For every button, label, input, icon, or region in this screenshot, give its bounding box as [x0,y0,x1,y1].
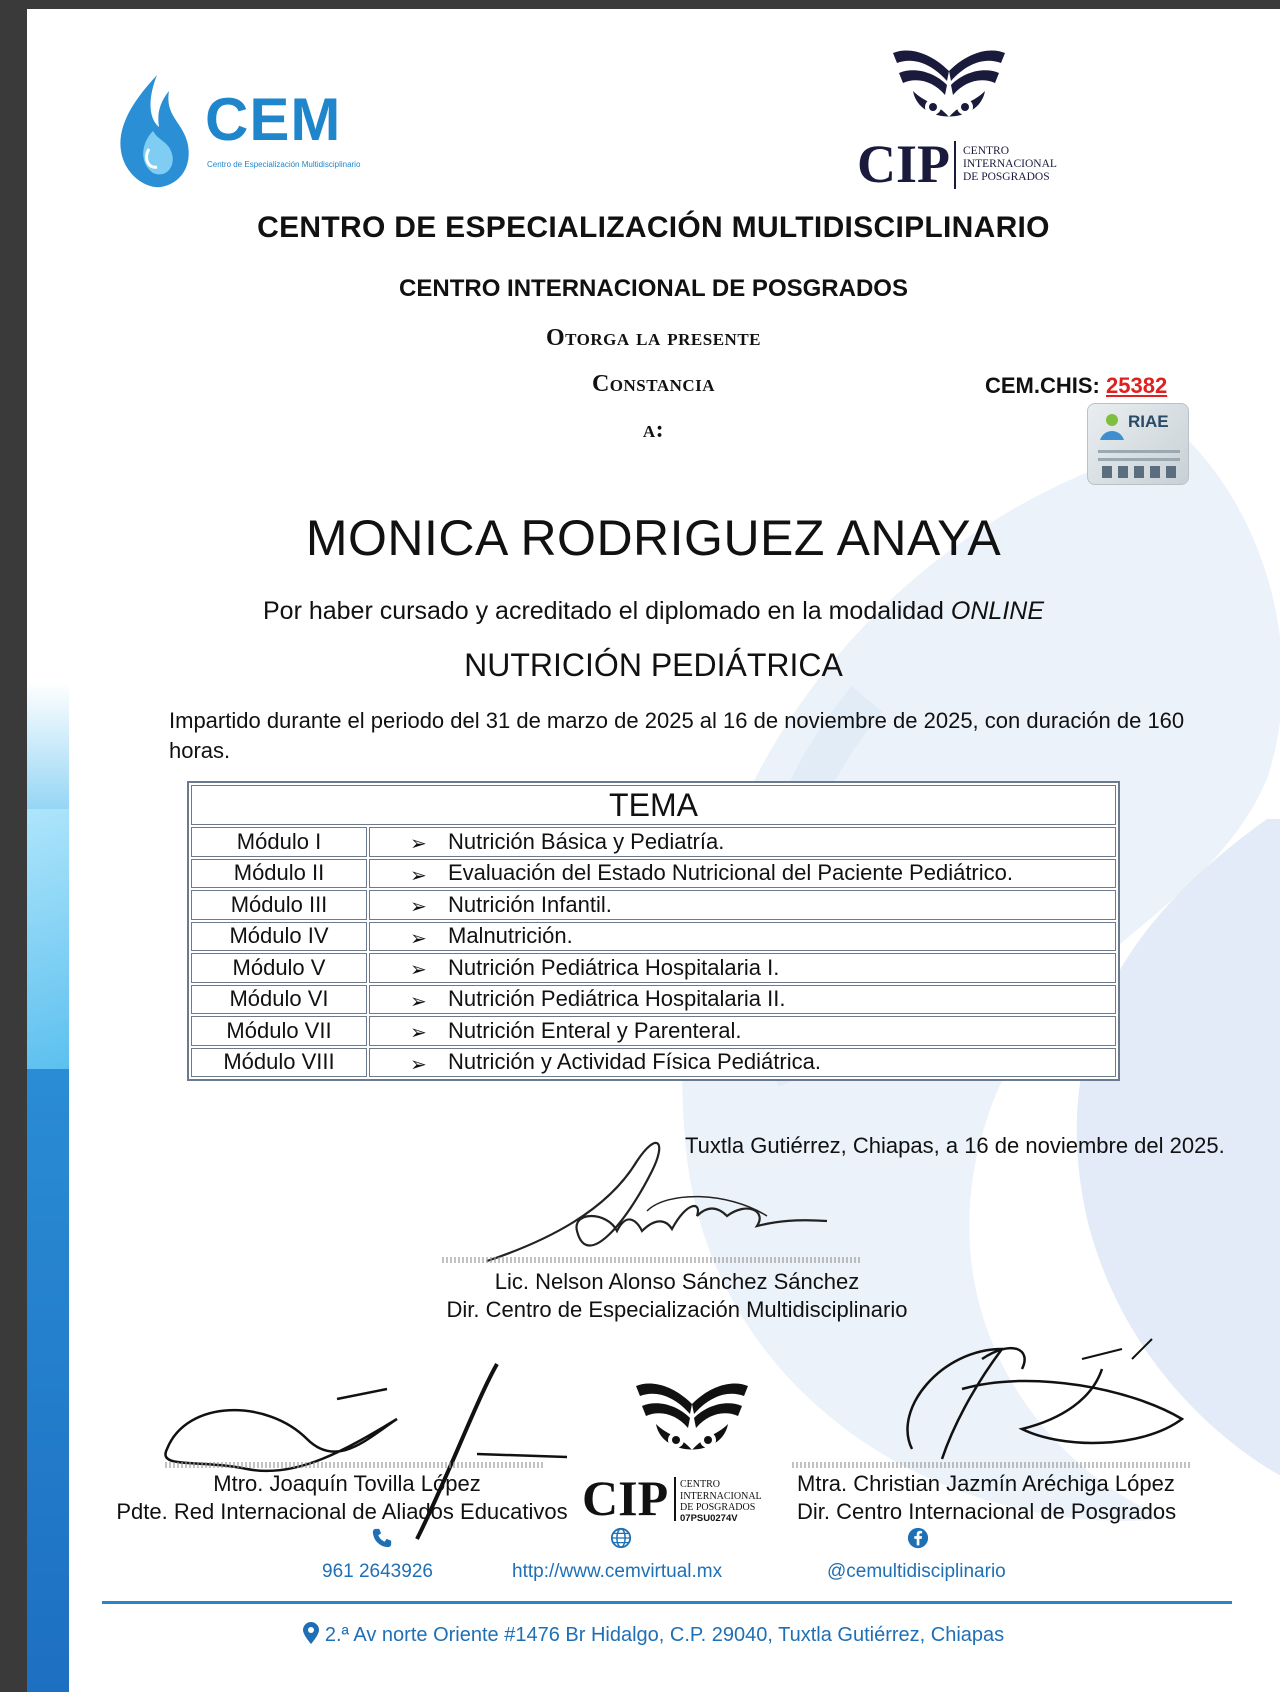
place-date: Tuxtla Gutiérrez, Chiapas, a 16 de noviembre del 2025. [685,1133,1225,1158]
table-row [191,890,1116,920]
cem-logo-subtitle: Centro de Especialización Multidisciplinario [207,160,361,169]
signatory-right-role: Dir. Centro Internacional de Posgrados [797,1499,1177,1524]
cem-logo-word: CEM [205,86,342,153]
module-label: Módulo VII [191,1016,367,1046]
cip-logo-bottom [577,1364,817,1539]
arrow-bullet-icon: ➢ [410,990,427,1013]
riae-line [1098,458,1180,461]
module-topic: ➢ Nutrición Infantil. [369,890,1116,920]
cip-logo-divider [954,141,956,189]
folio-number [985,373,1167,399]
owl-book-icon [889,41,1009,131]
signature-center [467,1121,867,1271]
left-stripe-highlight [27,809,69,1069]
module-topic: ➢ Nutrición Pediátrica Hospitalaria I. [369,953,1116,983]
table-row [191,985,1116,1015]
footer-phone[interactable]: 961 2643926 [322,1561,433,1582]
recipient-name: MONICA RODRIGUEZ ANAYA [305,510,1002,566]
signature-right [882,1329,1212,1469]
modality: ONLINE [950,597,1045,625]
phone-icon [371,1527,393,1549]
certificate-page [27,9,1280,1692]
module-label: Módulo I [191,827,367,857]
riae-partner-logos [1102,466,1176,478]
signature-microtext [165,1462,545,1468]
footer-social[interactable]: @cemultidisciplinario [827,1561,1006,1582]
module-label: Módulo V [191,953,367,983]
module-label: Módulo VIII [191,1048,367,1078]
arrow-bullet-icon: ➢ [410,864,427,887]
location-pin-icon [303,1622,319,1644]
module-label: Módulo II [191,859,367,889]
course-title: NUTRICIÓN PEDIÁTRICA [464,647,843,683]
globe-icon [610,1527,632,1549]
cip-logo-top [827,33,1067,193]
footer-divider [102,1601,1232,1604]
table-row [191,859,1116,889]
module-label: Módulo VI [191,985,367,1015]
table-row [191,1016,1116,1046]
institution-subtitle: CENTRO INTERNACIONAL DE POSGRADOS [399,275,908,302]
facebook-icon [907,1527,929,1549]
to-label: a: [642,417,665,443]
signatory-left-name: Mtro. Joaquín Tovilla López [213,1471,481,1496]
module-topic: ➢ Malnutrición. [369,922,1116,952]
riae-label: RIAE [1128,412,1169,431]
footer-address-text: 2.ª Av norte Oriente #1476 Br Hidalgo, C.P. 29040, Tuxtla Gutiérrez, Chiapas [324,1624,1005,1646]
signatory-left-role: Pdte. Red Internacional de Aliados Educativos [116,1499,568,1524]
table-header: TEMA [191,785,1116,825]
flame-icon [113,71,193,191]
signature-microtext [792,1462,1192,1468]
module-topic: ➢ Nutrición Enteral y Parenteral. [369,1016,1116,1046]
module-topic: ➢ Nutrición Pediátrica Hospitalaria II. [369,985,1116,1015]
cem-logo [113,71,373,191]
table-header-row [191,785,1116,825]
footer-website[interactable]: http://www.cemvirtual.mx [512,1561,723,1582]
cip-bottom-word: CIP [582,1470,669,1526]
cip-bottom-subtitle: CENTRO INTERNACIONAL DE POSGRADOS 07PSU0274V [680,1479,762,1524]
table-row [191,1048,1116,1078]
module-topic: ➢ Nutrición y Actividad Física Pediátrica. [369,1048,1116,1078]
arrow-bullet-icon: ➢ [410,927,427,950]
completion-statement-text: Por haber cursado y acreditado el diplomado en la modalidad [262,597,951,625]
completion-statement [27,597,1280,626]
module-topic: ➢ Evaluación del Estado Nutricional del Paciente Pediátrico. [369,859,1116,889]
cip-logo-subtitle: CENTRO INTERNACIONAL DE POSGRADOS [963,145,1057,184]
institution-title: CENTRO DE ESPECIALIZACIÓN MULTIDISCIPLINARIO [257,211,1050,244]
module-topic: ➢ Nutrición Básica y Pediatría. [369,827,1116,857]
table-row [191,922,1116,952]
owl-book-icon [632,1369,752,1469]
riae-line [1098,450,1180,453]
signatory-center-name: Lic. Nelson Alonso Sánchez Sánchez [494,1269,860,1294]
signature-microtext [442,1257,862,1263]
table-row [191,953,1116,983]
folio-value: 25382 [1106,373,1168,398]
module-label: Módulo IV [191,922,367,952]
arrow-bullet-icon: ➢ [410,1053,427,1076]
grants-text: Otorga la presente [545,325,762,351]
footer-address [27,1622,1280,1647]
arrow-bullet-icon: ➢ [410,959,427,981]
modules-table [187,781,1120,1081]
arrow-bullet-icon: ➢ [410,896,427,918]
signatory-center-role: Dir. Centro de Especialización Multidisciplinario [446,1297,908,1322]
arrow-bullet-icon: ➢ [410,1022,427,1044]
course-period: Impartido durante el periodo del 31 de marzo de 2025 al 16 de noviembre de 2025, con duración de 160 horas. [169,708,1185,763]
riae-emblem-icon [1098,412,1126,442]
cip-code: 07PSU0274V [680,1512,738,1524]
folio-label: CEM.CHIS: [985,373,1106,398]
document-type: Constancia [591,371,716,397]
signatory-right-name: Mtra. Christian Jazmín Aréchiga López [797,1471,1175,1496]
cip-logo-word: CIP [857,134,950,194]
arrow-bullet-icon: ➢ [410,833,427,855]
cip-bottom-divider [674,1477,676,1521]
table-row [191,827,1116,857]
module-label: Módulo III [191,890,367,920]
riae-badge [1087,403,1189,485]
